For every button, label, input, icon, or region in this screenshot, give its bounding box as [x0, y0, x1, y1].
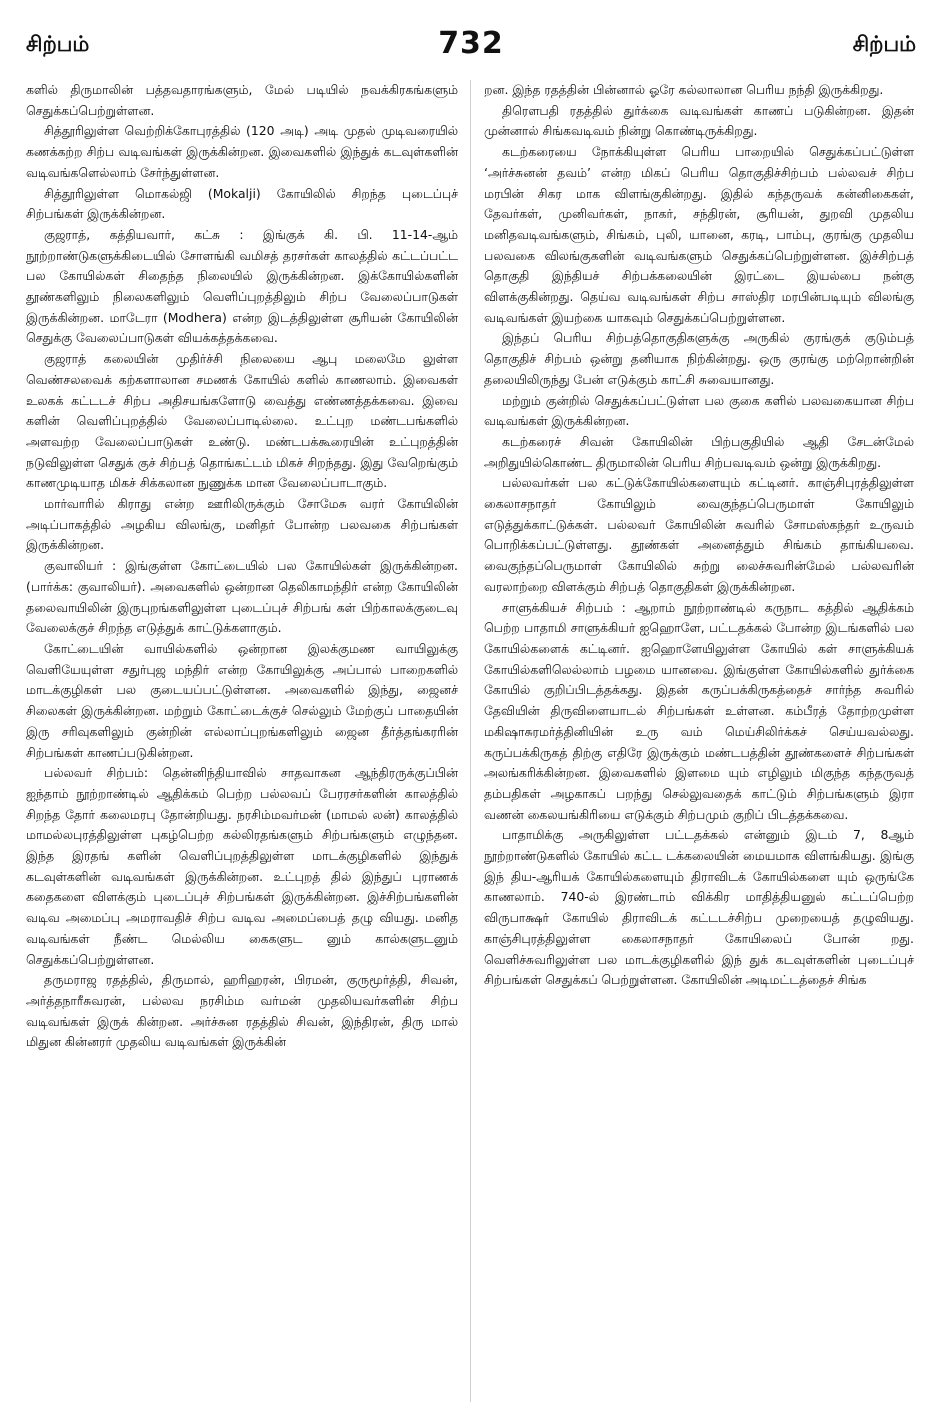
paragraph: குவாலியர் : இங்குள்ள கோட்டையில் பல கோயில்கள் இருக்கின்றன. (பார்க்க: குவாலியர்). அவைகளில் ஒன்றான தெலிகாமந்திர் என்ற கோயிலின் தலைவாயிலின் இருபுறங்களிலுள்ள புடைப்புச் சிற்பங் கள் பிற்காலக்குடைவு வேலைக்குச் சிறந்த எடுத்துக் காட்டுக்களாகும். [26, 558, 458, 636]
paragraph: மார்வாரில் கிராது என்ற ஊரிலிருக்கும் சோமேசு வரர் கோயிலின் அடிப்பாகத்தில் அழகிய விலங்கு, மனிதர் போன்ற பலவகை சிற்பங்கள் இருக்கின்றன. [26, 496, 458, 553]
paragraph: பாதாமிக்கு அருகிலுள்ள பட்டதக்கல் என்னும் இடம் 7, 8ஆம் நூற்றாண்டுகளில் கோயில் கட்ட டக்கலையின் மையமாக விளங்கியது. இங்கு இந் திய-ஆரியக் கோயில்களையும் திராவிடக் கோயில்களை யும் ஒருங்கே காணலாம். 740-ல் இரண்டாம் விக்கிர மாதித்தியனுல் கட்டப்பெற்ற விருபாக்ஷர் கோயில் திராவிடக் கட்டடச்சிற்ப முறையைத் தழுவியது. காஞ்சிபுரத்திலுள்ள கைலாசநாதர் கோயிலைப் போன் றது. வெளிச்சுவரிலுள்ள பல மாடக்குழிகளில் இந் துக் கடவுள்களின் புடைப்புச் சிற்பங்கள் செதுக்கப் பெற்றுள்ளன. கோயிலின் அடிமட்டத்தைச் சிங்க [484, 827, 914, 988]
running-head-left: சிற்பம் [26, 32, 90, 56]
paragraph: குஜராத், கத்தியவார், கட்சு : இங்குக் கி. பி. 11-14-ஆம் நூற்றாண்டுகளுக்கிடையில் சோளங்கி வமிசத் தரசர்கள் காலத்தில் கட்டப்பட்ட பல கோயில்கள் சிதைந்த நிலையில் இருக்கின்றன. இக்கோயில்களின் தூண்களிலும் நிலைகளிலும் வெளிப்புறத்திலும் சிற்ப வேலைப்பாடுகள் இருக்கின்றன. மாடேரா (Modhera) என்ற இடத்திலுள்ள சூரியன் கோயிலின் செதுக்கு வேலைப்பாடுகள் வியக்கத்தக்கவை. [26, 226, 458, 346]
paragraph: தருமராஜ ரதத்தில், திருமால், ஹரிஹரன், பிரமன், குருமூர்த்தி, சிவன், அர்த்தநாரீசுவரன், பல்லவ நரசிம்ம வர்மன் முதலியவர்களின் சிற்ப வடிவங்கள் இருக் கின்றன. அர்ச்சுன ரதத்தில் சிவன், இந்திரன், திரு மால் மிதுன கின்னரர் முதலிய வடிவங்கள் இருக்கின் [26, 972, 458, 1050]
column-divider [470, 80, 471, 1402]
paragraph: சித்தூரிலுள்ள வெற்றிக்கோபுரத்தில் (120 அடி) அடி முதல் முடிவரையில் கணக்கற்ற சிற்ப வடிவங்கள் இருக்கின்றன. இவைகளில் இந்துக் கடவுள்களின் வடிவங்களெல்லாம் சேர்ந்துள்ளன. [26, 123, 458, 180]
paragraph: கடற்கரையை நோக்கியுள்ள பெரிய பாறையில் செதுக்கப்பட்டுள்ள ‘அர்ச்சுனன் தவம்’ என்ற மிகப் பெரிய தொகுதிச்சிற்பம் பல்லவச் சிற்ப மரபின் சிகர மாக விளங்குகின்றது. இதில் கந்தருவக் கன்னிகைகள், தேவர்கள், முனிவர்கள், நாகர், சந்திரன், சூரியன், துறவி முதலிய மனிதவடிவங்களும், சிங்கம், புலி, யானை, கரடி, பாம்பு, குரங்கு முதலிய பலவகை விலங்குகளின் வடிவங்களும் செதுக்கப்பெற்றுள்ளன. இச்சிற்பத் தொகுதி இந்தியச் சிற்பக்கலையின் இரட்டை இயல்பை நன்கு விளக்குகின்றது. தெய்வ வடிவங்கள் சிற்ப சாஸ்திர மரபின்படியும் விலங்கு வடிவங்கள் இயற்கை யாகவும் செதுக்கப்பெற்றுள்ளன. [484, 144, 914, 325]
page-number: 732 [438, 26, 504, 61]
paragraph: றன. இந்த ரதத்தின் பின்னால் ஓரே கல்லாலான பெரிய நந்தி இருக்கிறது. [484, 82, 884, 97]
paragraph: பல்லவர்கள் பல கட்டுக்கோயில்களையும் கட்டினர். காஞ்சிபுரத்திலுள்ள கைலாசநாதர் கோயிலும் வைகுந்தப்பெருமாள் கோயிலும் எடுத்துக்காட்டுக்கள். பல்லவர் கோயிலின் சுவரில் சோமஸ்கந்தர் உருவம் பொறிக்கப்பட்டுள்ளது. தூண்கள் அனைத்தும் சிங்கம் தாங்கியவை. வைகுந்தப்பெருமாள் கோயிலில் சுற்று லைச்சுவரின்மேல் பல்லவரின் வரலாற்றை விளக்கும் சிற்பத் தொகுதிகள் இருக்கின்றன. [484, 475, 914, 594]
paragraph: கோட்டையின் வாயில்களில் ஒன்றான இலக்குமண வாயிலுக்கு வெளியேயுள்ள சதுர்புஜ மந்திர் என்ற கோயிலுக்கு அப்பால் பாறைகளில் மாடக்குழிகள் பல குடையப்பட்டுள்ளன. அவைகளில் இந்து, ஜைனச் சிலைகள் இருக்கின்றன. மற்றும் கோட்டைக்குச் செல்லும் மேற்குப் பாதையின் இரு சரிவுகளிலும் குன்றின் எல்லாப்புறங்களிலும் ஜைன தீர்த்தங்கரரின் சிற்பங்கள் காணப்படுகின்றன. [26, 640, 458, 760]
page-header [26, 26, 916, 66]
paragraph: மற்றும் குன்றில் செதுக்கப்பட்டுள்ள பல குகை களில் பலவகையான சிற்ப வடிவங்கள் இருக்கின்றன. [484, 392, 914, 429]
left-column [26, 80, 458, 1410]
running-head-right: சிற்பம் [852, 32, 916, 56]
right-column [484, 80, 914, 1410]
paragraph: களில் திருமாலின் பத்தவதாரங்களும், மேல் படியில் நவக்கிரகங்களும் செதுக்கப்பெற்றுள்ளன. [26, 82, 458, 118]
paragraph: சாளுக்கியச் சிற்பம் : ஆறாம் நூற்றாண்டில் கருநாட கத்தில் ஆதிக்கம் பெற்ற பாதாமி சாளுக்கியர் ஐஹொளே, பட்டதக்கல் போன்ற இடங்களில் பல கோயில்களைக் கட்டினர். ஐஹொளேயிலுள்ள கோயில் கள் சாளுக்கியக் கோயில்களிலெல்லாம் பழமை யானவை. இங்குள்ள கோயில்களில் துர்க்கை கோயில் குறிப்பிடத்தக்கது. இதன் கருப்பக்கிருகத்தைச் சார்ந்த சுவரில் தேவியின் திருவிளையாடல் சிற்பங்கள் உள்ளன. கம்பீரத் தோற்றமுள்ள மகிஷாசுரமர்த்தினியின் உரு வம் மெய்சிலிர்க்கச் செய்யவல்லது. கருப்பக்கிருகத் திற்கு எதிரே இருக்கும் மண்டபத்தின் தூண்களைச் சிற்பங்கள் அலங்கரிக்கின்றன. இவைகளில் இளமை யும் எழிலும் மிகுந்த கந்தருவத் தம்பதிகள் அழகாகப் பறந்து செல்லுவதைக் காட்டும் சிற்பங்களும் இரா வணன் கைலயங்கிரியை எடுக்கும் சிற்பமும் குறிப் பிடத்தக்கவை. [484, 599, 914, 822]
paragraph: குஜராத் கலையின் முதிர்ச்சி நிலையை ஆபு மலைமே லுள்ள வெண்சலவைக் கற்களாலான சமணக் கோயில் களில் காணலாம். இவைகள் உலகக் கட்டடச் சிற்ப அதிசயங்களோடு வைத்து எண்ணத்தக்கவை. இவை களின் வெளிப்புறத்தில் வேலைப்பாடில்லை. உட்புற மண்டபங்களில் அளவற்ற வேலைப்பாடுகள் உண்டு. மண்டபக்கூரையின் உட்புறத்தின் நடுவிலுள்ள செதுக் குச் சிற்பத் தொங்கட்டம் மிகச் சிறந்தது. இது வேறெங்கும் காணமுடியாத மிகச் சிக்கலான நுணுக்க மான வேலைப்பாடாகும். [26, 351, 458, 491]
paragraph: திரௌபதி ரதத்தில் துர்க்கை வடிவங்கள் காணப் படுகின்றன. இதன் முன்னால் சிங்கவடிவம் நின்று கொண்டிருக்கிறது. [484, 102, 914, 139]
paragraph: கடற்கரைச் சிவன் கோயிலின் பிற்பகுதியில் ஆதி சேடன்மேல் அறிதுயில்கொண்ட திருமாலின் பெரிய சிற்பவடிவம் ஒன்று இருக்கிறது. [484, 433, 914, 470]
paragraph: பல்லவர் சிற்பம்: தென்னிந்தியாவில் சாதவாகன ஆந்திரருக்குப்பின் ஐந்தாம் நூற்றாண்டில் ஆதிக்கம் பெற்ற பல்லவப் பேரரசர்களின் காலத்தில் சிறந்த தோர் கலைமரபு தோன்றியது. நரசிம்மவர்மன் (மாமல் லன்) காலத்தில் மாமல்லபுரத்திலுள்ள புகழ்பெற்ற கல்லிரதங்களும் சிற்பங்களும் எழுந்தன. இந்த இரதங் களின் வெளிப்புறத்திலுள்ள மாடக்குழிகளில் இந்துக் கடவுள்களின் வடிவங்கள் இருக்கின்றன. உட்புறத் தில் இந்துப் புராணக் கதைகளை விளக்கும் புடைப்புச் சிற்பங்கள் இருக்கின்றன. இச்சிற்பங்களின் வடிவ அமைப்பு அமராவதிச் சிற்ப வடிவ அமைப்பைத் தழு வியது. மனித வடிவங்கள் நீண்ட மெல்லிய கைகளுட னும் கால்களுடனும் செதுக்கப்பெற்றுள்ளன. [26, 765, 458, 967]
paragraph: சித்தூரிலுள்ள மொகல்ஜி (Mokalji) கோயிலில் சிறந்த புடைப்புச் சிற்பங்கள் இருக்கின்றன. [26, 185, 458, 222]
paragraph: இந்தப் பெரிய சிற்பத்தொகுதிகளுக்கு அருகில் குரங்குக் குடும்பத் தொகுதிச் சிற்பம் ஒன்று தனியாக நிற்கின்றது. ஒரு குரங்கு மற்றொன்றின் தலையிலிருந்து பேன் எடுக்கும் காட்சி சுவையானது. [484, 330, 914, 387]
